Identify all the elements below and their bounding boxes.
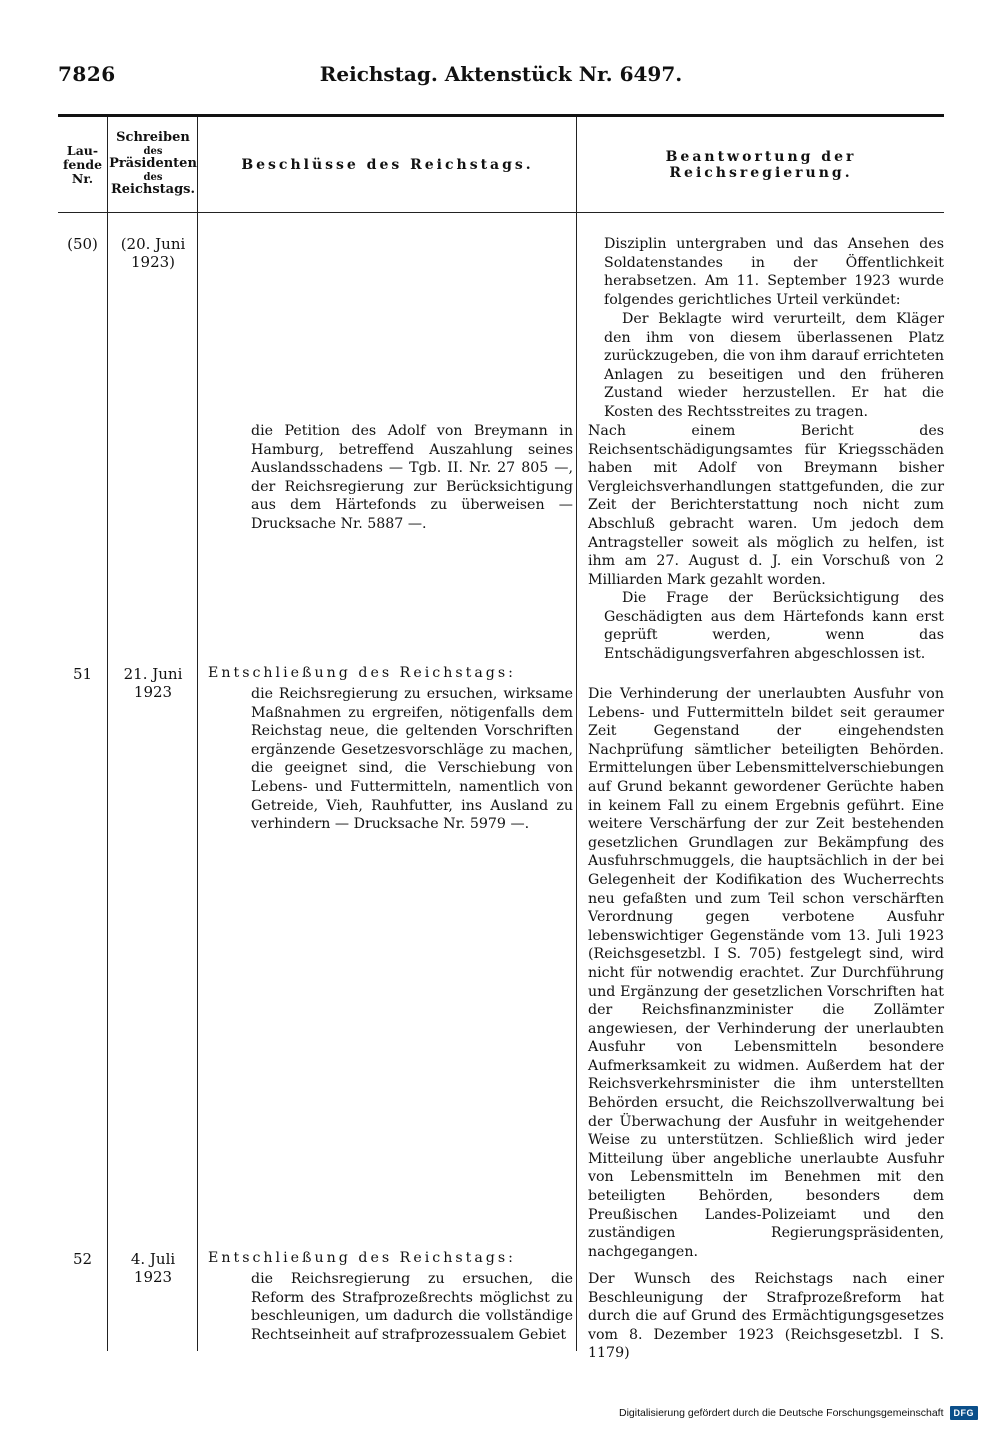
digitization-credit (619, 1406, 978, 1420)
date-line: 1923 (133, 1268, 173, 1286)
header-line: fende (62, 156, 103, 172)
answer-text: Der Wunsch des Reichstags nach einer Beschleunigung der Strafprozeßreform hat durch die auf Grund des Ermächtigungsgesetzes vom 8. Dezember 1923 (Reichsgesetzbl. I S. 1179) (588, 1271, 944, 1362)
column-header-resolutions: Beschlüsse des Reichstags. (241, 156, 534, 173)
date-line: 1923 (133, 683, 173, 701)
resolution-heading: Entschließung des Reichstags: (208, 1250, 516, 1266)
answer-text: Die Verhinderung der unerlaubten Ausfuhr von Lebens- und Futtermitteln bildet seit geraumer Zeit Gegenstand der eingehendsten Nachprüfung sämtlicher beteiligten Behörden. Ermittelungen über Lebensmittelverschiebungen auf Grund bekannt gewordener Gerüchte haben in keinem Fall zu einem Ergebnis geführt. Eine weitere Verschärfung der zur Zeit bestehenden gesetzlichen Grundlagen zur Bekämpfung des Ausfuhrschmuggels, die hauptsächlich in der bei Gelegenheit der Kodifikation des Wucherrechts neu gefaßten und zum Teil schon verschärften Verordnung gegen verbotene Ausfuhr lebenswichtiger Gegenstände vom 13. Juli 1923 (Reichsgesetzbl. I S. 705) festgelegt sind, wird nicht für notwendig erachtet. Zur Durchführung und Ergänzung der gesetzlichen Vorschriften hat der Reichsfinanzminister die Zollämter angewiesen, der Verhinderung der unerlaubten Ausfuhr von Lebensmitteln besondere Aufmerksamkeit zu widmen. Außerdem hat der Reichsverkehrsminister die ihm unterstellten Behörden ersucht, die Reichszollverwaltung bei der Überwachung der Ausfuhr in weitgehender Weise zu unterstützen. Schließlich wird jeder Mitteilung über angebliche unerlaubte Ausfuhr von Lebensmitteln im Benehmen mit den beteiligten Behörden, besonders dem Preußischen Landes-Polizeiamt und den zuständigen Regierungspräsidenten, nachgegangen. (588, 686, 944, 1260)
column-divider (197, 117, 198, 1351)
header-line: des (143, 146, 163, 158)
header-line: Nr. (71, 170, 94, 186)
answer-breymann: Nach einem Bericht des Reichsentschädigungsamtes für Kriegsschäden haben mit Adolf von Breymann bisher Vergleichsverhandlungen stattgefunden, die zur Zeit der Berichterstattung noch nicht zum Abschluß gebracht waren. Um jedoch dem Antragsteller soweit als möglich zu helfen, ist ihm am 27. August d. J. ein Vorschuß von 2 Milliarden Mark gezahlt worden. (588, 423, 944, 588)
column-header-letter (109, 117, 197, 212)
row-number: 51 (72, 665, 93, 683)
answer-breymann-hardship-fund: Die Frage der Berücksichtigung des Geschädigten aus dem Härtefonds kann erst geprüft werden, wenn das Entschädigungsverfahren abgeschlossen ist. (604, 590, 944, 662)
row-date (109, 665, 197, 701)
header-line: Schreiben (116, 130, 190, 146)
resolutions-table (58, 117, 944, 1362)
page-header (58, 60, 944, 94)
row-number: 52 (72, 1250, 93, 1268)
column-divider (107, 117, 108, 1351)
credit-text: Digitalisierung gefördert durch die Deutsche Forschungsgemeinschaft (618, 1407, 944, 1419)
court-verdict-quote: Der Beklagte wird verurteilt, dem Kläger den ihm von diesem überlassenen Platz zurückzugeben, die von ihm darauf errichteten Anlagen zu beseitigen und den früheren Zustand wieder herzustellen. Er hat die Kosten des Rechtsstreites zu tragen. (604, 311, 944, 420)
resolution-text: die Reichsregierung zu ersuchen, die Reform des Strafprozeßrechts möglichst zu beschleunigen, um dadurch die vollständige Rechtseinheit auf strafprozessualem Gebiet (251, 1271, 573, 1343)
date-line: 4. Juli (130, 1250, 176, 1268)
answer-continuation: Disziplin untergraben und das Ansehen des Soldatenstandes in der Öffentlichkeit herabsetzen. Am 11. September 1923 wurde folgendes gerichtliches Urteil verkündet: (604, 236, 944, 308)
row-date (109, 1250, 197, 1286)
running-title: Reichstag. Aktenstück Nr. 6497. (319, 62, 683, 86)
row-number: (50) (67, 235, 98, 253)
header-line: Präsidenten (109, 156, 197, 172)
dfg-logo-icon: DFG (950, 1406, 979, 1420)
header-divider (58, 212, 944, 213)
header-line: des (143, 171, 163, 183)
row-date (109, 235, 197, 271)
date-line: (20. Juni (120, 235, 186, 253)
date-line: 21. Juni (123, 665, 183, 683)
column-header-nr (58, 117, 107, 212)
header-line: Reichstags. (110, 181, 196, 197)
column-divider (576, 117, 577, 1351)
page-number: 7826 (58, 62, 116, 86)
resolution-heading: Entschließung des Reichstags: (208, 665, 516, 681)
resolution-text: die Reichsregierung zu ersuchen, wirksame Maßnahmen zu ergreifen, nötigenfalls dem Reichstag neue, die geltenden Vorschriften ergänzende Gesetzesvorschläge zu machen, die geeignet sind, die Verschiebung von Lebens- und Futtermitteln, namentlich von Getreide, Vieh, Rauhfutter, ins Ausland zu verhindern — Drucksache Nr. 5979 —. (251, 686, 573, 833)
resolution-petition-breymann: die Petition des Adolf von Breymann in Hamburg, betreffend Auszahlung seines Auslandsschadens — Tgb. II. Nr. 27 805 —, der Reichsregierung zur Berücksichtigung aus dem Härtefonds zu überweisen — Drucksache Nr. 5887 —. (251, 423, 573, 532)
column-header-answers: Beantwortung der Reichsregierung. (665, 148, 857, 181)
date-line: 1923) (130, 253, 176, 271)
header-line: Lau- (66, 142, 99, 158)
